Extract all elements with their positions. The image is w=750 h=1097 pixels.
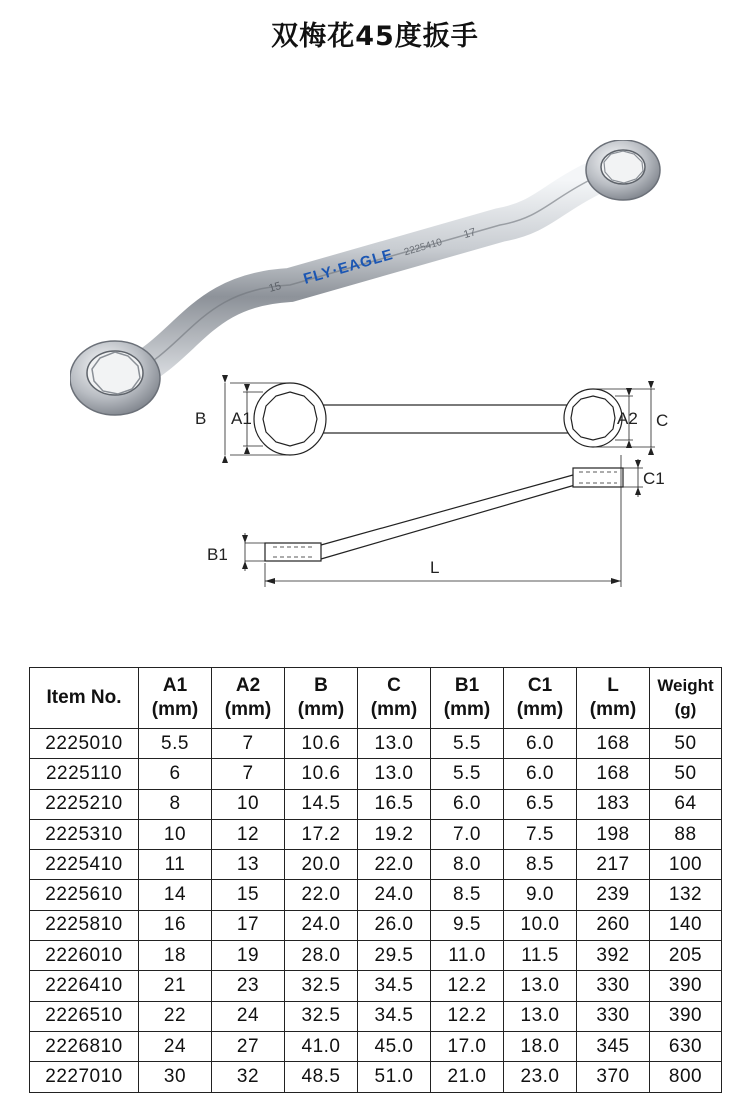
label-L: L — [430, 558, 440, 577]
table-cell: 5.5 — [431, 759, 504, 789]
table-cell: 13.0 — [504, 971, 577, 1001]
table-cell: 11.0 — [431, 941, 504, 971]
header-a1: A1 (mm) — [139, 668, 212, 729]
table-cell: 12.2 — [431, 1001, 504, 1031]
table-cell: 48.5 — [285, 1062, 358, 1092]
table-cell: 5.5 — [139, 729, 212, 759]
table-cell: 34.5 — [358, 1001, 431, 1031]
table-cell: 30 — [139, 1062, 212, 1092]
table-cell: 6.0 — [504, 759, 577, 789]
table-cell: 51.0 — [358, 1062, 431, 1092]
table-cell: 13.0 — [358, 759, 431, 789]
table-row — [30, 759, 722, 789]
table-row — [30, 1062, 722, 1092]
spec-table — [29, 667, 722, 1093]
engraved-code: 2225410 — [402, 236, 444, 259]
table-cell: 6.0 — [431, 789, 504, 819]
table-cell: 32.5 — [285, 1001, 358, 1031]
table-cell: 88 — [650, 819, 722, 849]
table-row — [30, 971, 722, 1001]
table-cell: 34.5 — [358, 971, 431, 1001]
table-cell: 10.0 — [504, 910, 577, 940]
table-cell: 217 — [577, 850, 650, 880]
table-cell: 198 — [577, 819, 650, 849]
header-l: L (mm) — [577, 668, 650, 729]
table-cell: 29.5 — [358, 941, 431, 971]
table-cell: 11.5 — [504, 941, 577, 971]
table-cell: 21.0 — [431, 1062, 504, 1092]
table-cell: 2225010 — [30, 729, 139, 759]
table-row — [30, 1031, 722, 1061]
table-cell: 2226010 — [30, 941, 139, 971]
table-cell: 22.0 — [285, 880, 358, 910]
label-A2: A2 — [617, 409, 638, 428]
table-cell: 10.6 — [285, 759, 358, 789]
table-cell: 2226810 — [30, 1031, 139, 1061]
label-C: C — [656, 411, 669, 430]
table-cell: 24 — [139, 1031, 212, 1061]
table-cell: 23 — [212, 971, 285, 1001]
table-cell: 6 — [139, 759, 212, 789]
table-cell: 22.0 — [358, 850, 431, 880]
table-row — [30, 880, 722, 910]
table-cell: 330 — [577, 971, 650, 1001]
table-cell: 168 — [577, 729, 650, 759]
table-cell: 9.0 — [504, 880, 577, 910]
header-b1: B1 (mm) — [431, 668, 504, 729]
table-cell: 24 — [212, 1001, 285, 1031]
table-cell: 18 — [139, 941, 212, 971]
table-cell: 17 — [212, 910, 285, 940]
table-cell: 27 — [212, 1031, 285, 1061]
table-cell: 7.0 — [431, 819, 504, 849]
table-row — [30, 789, 722, 819]
header-c: C (mm) — [358, 668, 431, 729]
table-cell: 370 — [577, 1062, 650, 1092]
table-row — [30, 1001, 722, 1031]
table-cell: 390 — [650, 1001, 722, 1031]
table-cell: 13 — [212, 850, 285, 880]
table-cell: 205 — [650, 941, 722, 971]
table-cell: 2225310 — [30, 819, 139, 849]
table-cell: 20.0 — [285, 850, 358, 880]
table-cell: 2225610 — [30, 880, 139, 910]
table-cell: 13.0 — [504, 1001, 577, 1031]
table-body — [30, 729, 722, 1093]
table-cell: 19 — [212, 941, 285, 971]
header-c1: C1 (mm) — [504, 668, 577, 729]
table-cell: 392 — [577, 941, 650, 971]
table-cell: 8.0 — [431, 850, 504, 880]
table-cell: 64 — [650, 789, 722, 819]
table-cell: 32 — [212, 1062, 285, 1092]
size-mark-left: 15 — [267, 279, 283, 295]
table-cell: 5.5 — [431, 729, 504, 759]
table-cell: 168 — [577, 759, 650, 789]
table-cell: 19.2 — [358, 819, 431, 849]
table-cell: 17.0 — [431, 1031, 504, 1061]
table-cell: 8.5 — [504, 850, 577, 880]
table-cell: 2225410 — [30, 850, 139, 880]
table-cell: 14.5 — [285, 789, 358, 819]
table-cell: 345 — [577, 1031, 650, 1061]
table-cell: 24.0 — [358, 880, 431, 910]
table-cell: 50 — [650, 759, 722, 789]
table-cell: 7 — [212, 759, 285, 789]
header-a2: A2 (mm) — [212, 668, 285, 729]
table-row — [30, 729, 722, 759]
table-header-row — [30, 668, 722, 729]
table-cell: 8 — [139, 789, 212, 819]
table-cell: 17.2 — [285, 819, 358, 849]
label-A1: A1 — [231, 409, 252, 428]
label-B1: B1 — [207, 545, 228, 564]
label-C1: C1 — [643, 469, 665, 488]
table-row — [30, 850, 722, 880]
table-cell: 14 — [139, 880, 212, 910]
table-cell: 16.5 — [358, 789, 431, 819]
table-cell: 26.0 — [358, 910, 431, 940]
table-cell: 239 — [577, 880, 650, 910]
header-b: B (mm) — [285, 668, 358, 729]
table-row — [30, 819, 722, 849]
size-mark-right: 17 — [462, 226, 478, 242]
table-cell: 23.0 — [504, 1062, 577, 1092]
table-cell: 6.0 — [504, 729, 577, 759]
table-cell: 12 — [212, 819, 285, 849]
table-cell: 28.0 — [285, 941, 358, 971]
label-B: B — [195, 409, 207, 428]
table-cell: 11 — [139, 850, 212, 880]
table-cell: 10 — [139, 819, 212, 849]
page-title: 双梅花45度扳手 — [271, 21, 479, 52]
dimension-diagram — [185, 375, 705, 600]
table-cell: 330 — [577, 1001, 650, 1031]
table-cell: 13.0 — [358, 729, 431, 759]
table-cell: 2225210 — [30, 789, 139, 819]
brand-mark: FLY·EAGLE — [301, 245, 396, 288]
header-weight: Weight (g) — [650, 668, 722, 729]
table-cell: 12.2 — [431, 971, 504, 1001]
table-cell: 2225110 — [30, 759, 139, 789]
table-cell: 630 — [650, 1031, 722, 1061]
table-cell: 390 — [650, 971, 722, 1001]
table-cell: 45.0 — [358, 1031, 431, 1061]
table-cell: 2226510 — [30, 1001, 139, 1031]
table-cell: 2225810 — [30, 910, 139, 940]
header-item-no: Item No. — [30, 668, 139, 729]
table-cell: 6.5 — [504, 789, 577, 819]
table-cell: 7.5 — [504, 819, 577, 849]
table-cell: 15 — [212, 880, 285, 910]
table-cell: 41.0 — [285, 1031, 358, 1061]
table-cell: 9.5 — [431, 910, 504, 940]
table-cell: 183 — [577, 789, 650, 819]
table-cell: 10 — [212, 789, 285, 819]
table-cell: 22 — [139, 1001, 212, 1031]
table-cell: 100 — [650, 850, 722, 880]
table-row — [30, 910, 722, 940]
table-cell: 10.6 — [285, 729, 358, 759]
table-cell: 24.0 — [285, 910, 358, 940]
table-cell: 132 — [650, 880, 722, 910]
table-cell: 8.5 — [431, 880, 504, 910]
table-cell: 21 — [139, 971, 212, 1001]
table-cell: 18.0 — [504, 1031, 577, 1061]
table-cell: 50 — [650, 729, 722, 759]
table-cell: 140 — [650, 910, 722, 940]
table-cell: 16 — [139, 910, 212, 940]
table-cell: 7 — [212, 729, 285, 759]
table-cell: 2227010 — [30, 1062, 139, 1092]
table-cell: 2226410 — [30, 971, 139, 1001]
table-cell: 32.5 — [285, 971, 358, 1001]
wrench-handle — [130, 180, 590, 375]
table-row — [30, 941, 722, 971]
table-cell: 800 — [650, 1062, 722, 1092]
table-cell: 260 — [577, 910, 650, 940]
